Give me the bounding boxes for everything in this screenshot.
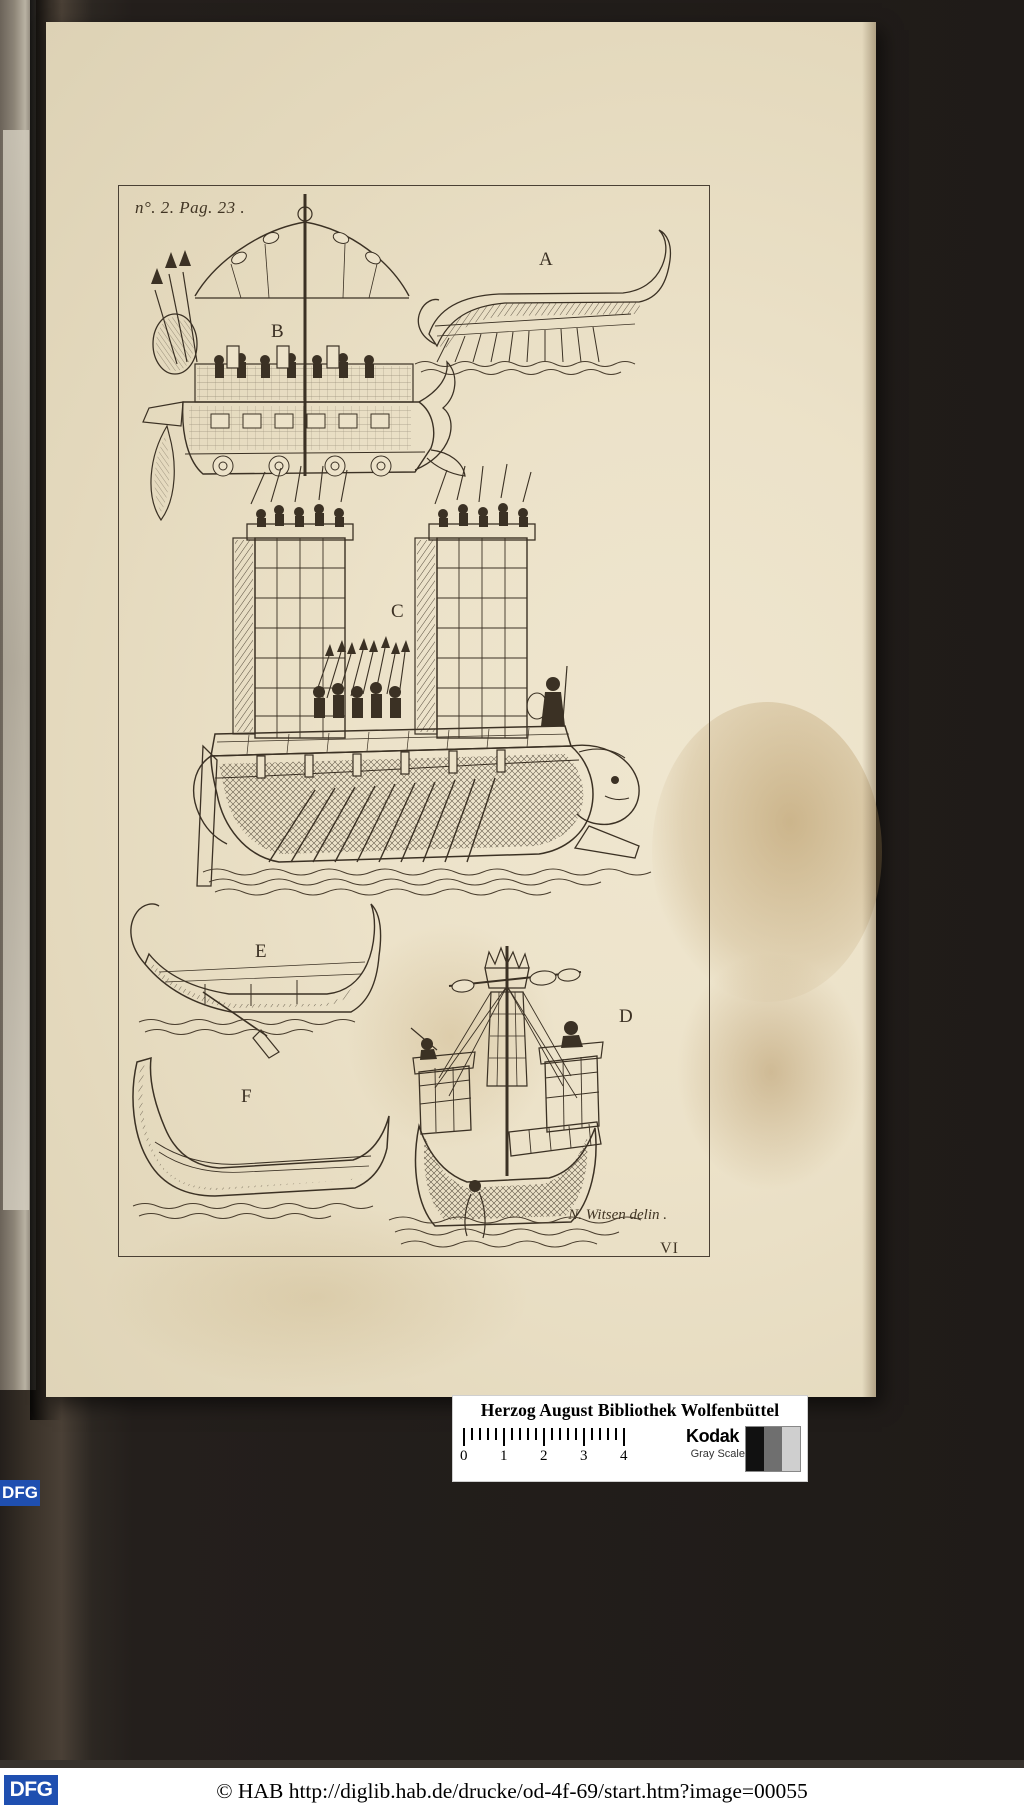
figure-f-hull: [133, 1058, 389, 1219]
adjacent-page-inner: [3, 130, 29, 1210]
kodak-brand-label: Kodak: [685, 1426, 739, 1446]
footer-bar: [0, 1768, 1024, 1815]
figure-c-siege-ship: [194, 464, 651, 895]
gray-scale-patches: [745, 1426, 801, 1472]
scan-target-bar: [452, 1395, 808, 1482]
figure-label-c: C: [391, 601, 404, 622]
gray-scale-label: Gray Scale: [690, 1448, 745, 1460]
ruler-number-4: 4: [620, 1448, 628, 1464]
footer-copyright-url: © HAB http://diglib.hab.de/drucke/od-4f-69/start.htm?image=00055: [216, 1779, 808, 1803]
artist-signature: N. Witsen delin .: [568, 1207, 667, 1223]
figure-label-d: D: [619, 1006, 633, 1027]
figure-b-war-galley: [143, 194, 465, 520]
figure-label-f: F: [241, 1086, 252, 1107]
figure-label-e: E: [255, 941, 267, 962]
officer-figure: [541, 677, 565, 726]
scan-ruler: [460, 1428, 653, 1474]
page-edge-shading: [862, 22, 876, 1397]
figure-d-tower-ship: [389, 946, 641, 1247]
ruler-number-1: 1: [500, 1448, 508, 1464]
ruler-number-0: 0: [460, 1448, 468, 1464]
dfg-logo-side: DFG: [0, 1480, 40, 1506]
engraving-illustration: [119, 186, 709, 1256]
figure-a-galley: [415, 230, 670, 375]
ruler-number-2: 2: [540, 1448, 548, 1464]
figure-label-a: A: [539, 249, 553, 270]
dfg-logo-footer: DFG: [4, 1775, 58, 1805]
soldier-group: [313, 636, 410, 718]
plate-page-reference: n°. 2. Pag. 23 .: [135, 198, 246, 217]
figure-e-boat: [131, 904, 381, 1058]
ruler-number-3: 3: [580, 1448, 588, 1464]
book-page: [46, 22, 876, 1397]
library-name: Herzog August Bibliothek Wolfenbüttel: [480, 1400, 780, 1420]
plate-number: VI: [660, 1240, 679, 1257]
engraving-plate: [118, 185, 710, 1257]
figure-label-b: B: [271, 321, 284, 342]
